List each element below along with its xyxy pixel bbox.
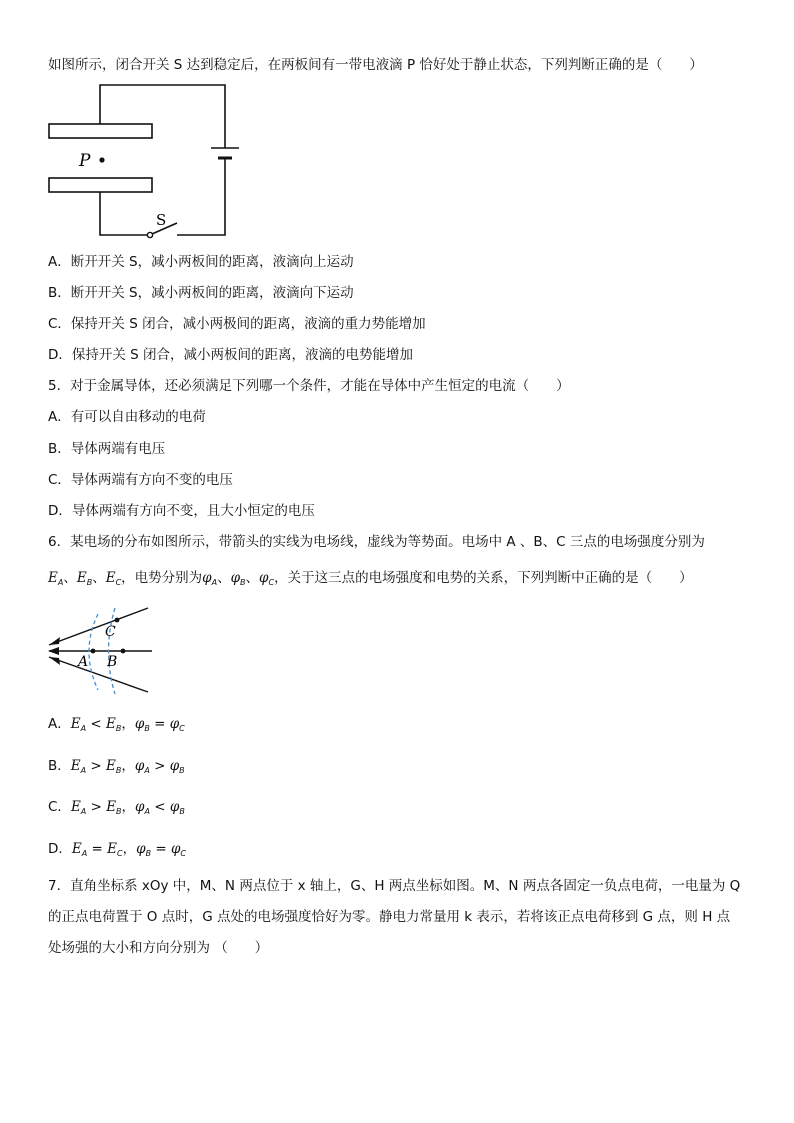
field-line-lower xyxy=(49,657,148,692)
q4-option-d: D．保持开关 S 闭合，减小两板间的距离，液滴的电势能增加 xyxy=(48,347,414,363)
label-c: C xyxy=(105,624,116,640)
electric-field-figure xyxy=(40,602,160,697)
label-b: B xyxy=(107,654,118,670)
q5-option-d: D．导体两端有方向不变，且大小恒定的电压 xyxy=(48,503,315,519)
q6-option-c: C．$E_A > E_B$，$\varphi_A < \varphi_B$ xyxy=(48,799,185,816)
lower-plate xyxy=(49,178,152,192)
q7-line-1: 7．直角坐标系 xOy 中，M、N 两点位于 x 轴上，G、H 两点坐标如图。M、N 两点各固定一负点电荷，一电量为 Q xyxy=(48,878,741,894)
q6-stem-line-1: 6．某电场的分布如图所示，带箭头的实线为电场线，虚线为等势面。电场中 A 、B、C 三点的电场强度分别为 xyxy=(48,534,705,550)
point-c xyxy=(115,618,120,623)
arrow-head-middle xyxy=(48,647,59,655)
droplet-dot xyxy=(99,157,104,162)
q4-option-a: A．断开开关 S，减小两板间的距离，液滴向上运动 xyxy=(48,254,354,270)
label-s: S xyxy=(156,211,167,229)
label-p: P xyxy=(79,151,91,171)
q7-line-3: 处场强的大小和方向分别为 （ ） xyxy=(48,940,269,956)
q6-option-b: B．$E_A > E_B$，$\varphi_A > \varphi_B$ xyxy=(48,758,185,775)
point-a xyxy=(91,649,96,654)
q5-option-b: B．导体两端有电压 xyxy=(48,441,166,457)
switch-pivot xyxy=(147,232,152,237)
capacitor-circuit-figure xyxy=(45,80,245,245)
q4-option-c: C．保持开关 S 闭合，减小两极间的距离，液滴的重力势能增加 xyxy=(48,316,426,332)
upper-plate xyxy=(49,124,152,138)
point-b xyxy=(121,649,126,654)
q4-stem: 如图所示，闭合开关 S 达到稳定后，在两板间有一带电液滴 P 恰好处于静止状态，下列判断正确的是（ ） xyxy=(48,57,703,73)
q4-option-b: B．断开开关 S，减小两板间的距离，液滴向下运动 xyxy=(48,285,354,301)
label-a: A xyxy=(78,654,89,670)
q7-line-2: 的正点电荷置于 O 点时，G 点处的电场强度恰好为零。静电力常量用 k 表示，若将该正点电荷移到 G 点，则 H 点 xyxy=(48,909,731,925)
q5-stem: 5．对于金属导体，还必须满足下列哪一个条件，才能在导体中产生恒定的电流（ ） xyxy=(48,378,570,394)
circuit-wire-bottom xyxy=(100,192,148,235)
field-line-upper xyxy=(49,608,148,645)
q5-option-a: A．有可以自由移动的电荷 xyxy=(48,409,206,425)
q5-option-c: C．导体两端有方向不变的电压 xyxy=(48,472,233,488)
q6-option-a: A．$E_A < E_B$，$\varphi_B = \varphi_C$ xyxy=(48,716,185,733)
q6-option-d: D．$E_A = E_C$，$\varphi_B = \varphi_C$ xyxy=(48,841,187,858)
q6-stem-line-2: $E_A$、$E_B$、$E_C$，电势分别为$\varphi_A$、$\varphi_B$、$\varphi_C$，关于这三点的电场强度和电势的关系，下列判断中正确的是（ ） xyxy=(48,570,693,587)
circuit-wire-right xyxy=(177,158,225,235)
